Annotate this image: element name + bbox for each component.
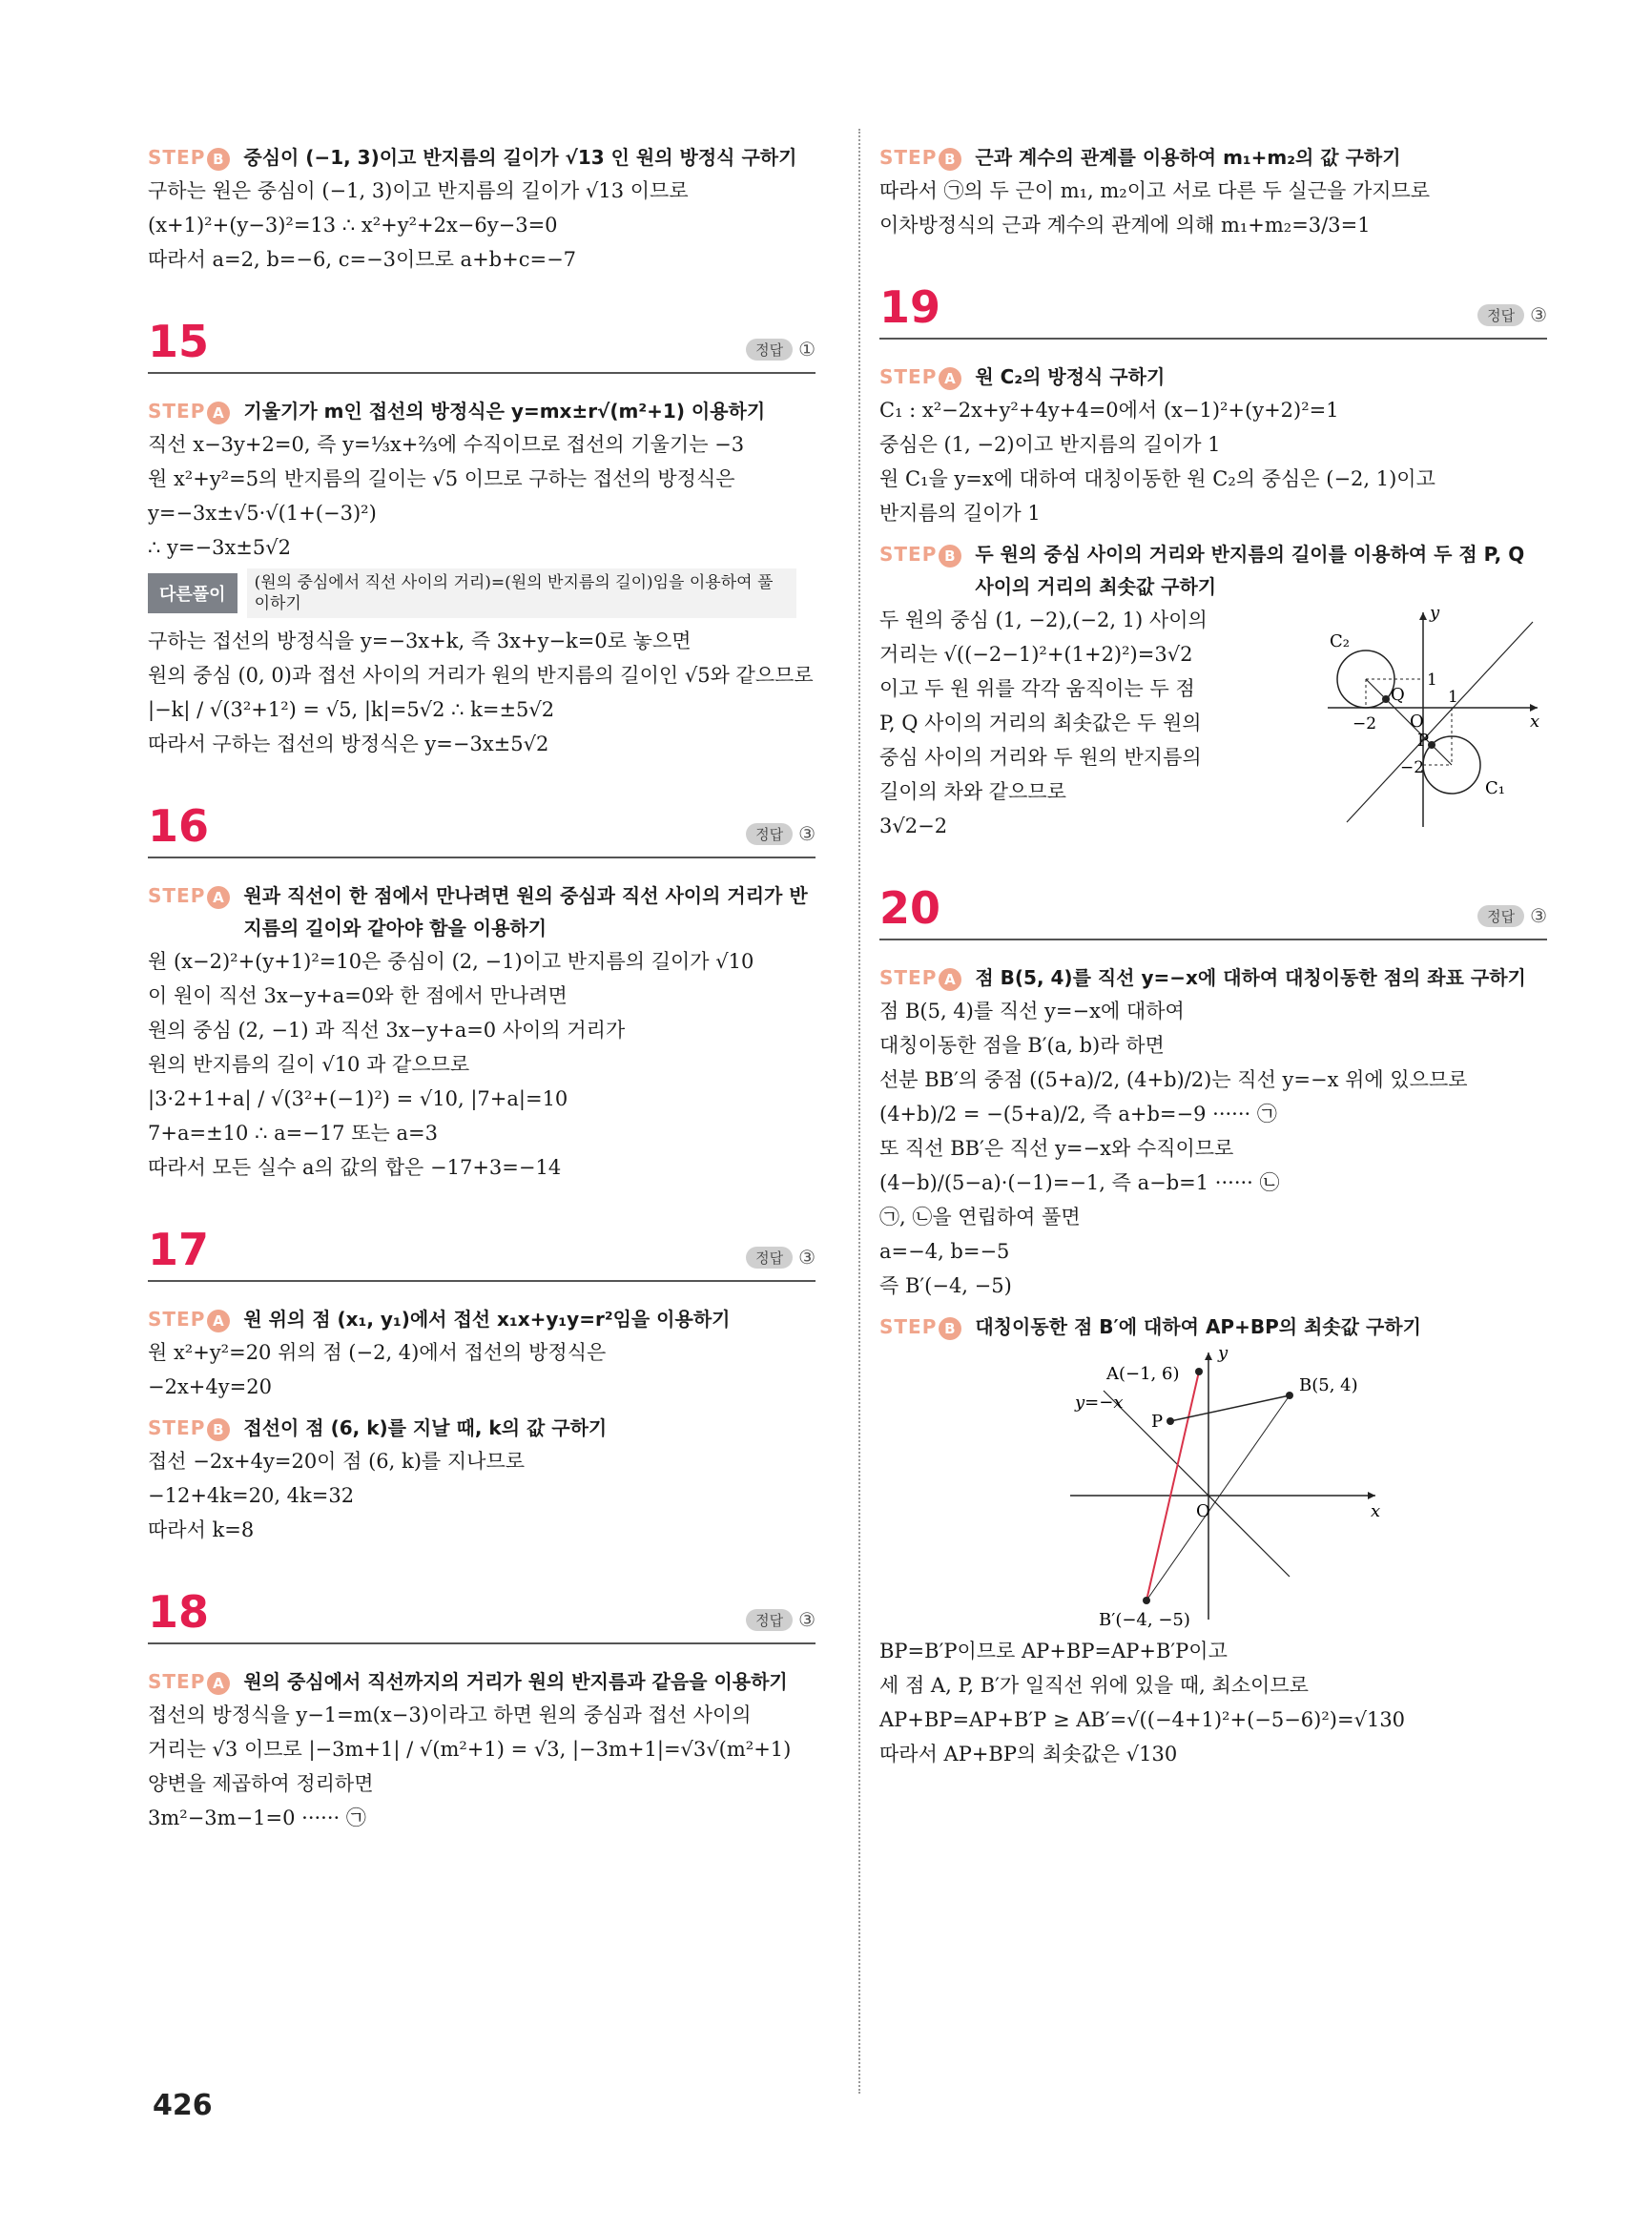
solution-line: 세 점 A, P, B′가 일직선 위에 있을 때, 최소이므로 <box>879 1674 1309 1697</box>
p-label: P <box>1151 1412 1164 1432</box>
step-title: 원 위의 점 (x₁, y₁)에서 접선 x₁x+y₁y=r²임을 이용하기 <box>243 1308 731 1331</box>
point-b <box>1286 1392 1293 1399</box>
solution-line: 구하는 접선의 방정식을 y=−3x+k, 즉 3x+y−k=0로 놓으면 <box>148 630 692 652</box>
c2-label: C₂ <box>1330 631 1350 651</box>
point-a <box>1195 1368 1203 1375</box>
solution-line: 중심은 (1, −2)이고 반지름의 길이가 1 <box>879 433 1221 456</box>
solution-line: 따라서 ㉠의 두 근이 m₁, m₂이고 서로 다른 두 실근을 가지므로 <box>879 179 1431 202</box>
solution-line: 점 B(5, 4)를 직선 y=−x에 대하여 <box>879 1000 1185 1022</box>
problem-header <box>148 1587 816 1644</box>
problem-16 <box>148 801 816 1185</box>
circles-graph <box>1318 603 1547 832</box>
problem-header <box>879 883 1547 940</box>
solution-line: 3m²−3m−1=0 ······ ㉠ <box>148 1807 366 1829</box>
segment-p-b <box>1170 1395 1290 1421</box>
solution-line: 접선 −2x+4y=20이 점 (6, k)를 지나므로 <box>148 1450 526 1473</box>
problem-number: 18 <box>148 1586 210 1638</box>
solution-line: a=−4, b=−5 <box>879 1240 1010 1263</box>
point-p <box>1428 741 1435 749</box>
solution-line: ㉠, ㉡을 연립하여 풀면 <box>879 1206 1081 1229</box>
line-label: y=−x <box>1075 1393 1124 1413</box>
solution-line: 원 (x−2)²+(y+1)²=10은 중심이 (2, −1)이고 반지름의 길이가 √10 <box>148 950 754 973</box>
solution-line: 직선 x−3y+2=0, 즉 y=⅓x+⅔에 수직이므로 접선의 기울기는 −3 <box>148 433 745 456</box>
answer-tag: 정답 ③ <box>746 1246 816 1269</box>
solution-line: 이 원이 직선 3x−y+a=0와 한 점에서 만나려면 <box>148 984 568 1007</box>
solution-line: (4+b)/2 = −(5+a)/2, 즉 a+b=−9 ······ ㉠ <box>879 1103 1277 1125</box>
step-b-header: STEP B 근과 계수의 관계를 이용하여 m₁+m₂의 값 구하기 <box>879 141 1547 174</box>
problem-number: 19 <box>879 281 941 333</box>
x-axis-arrow <box>1368 1492 1375 1499</box>
step-title: 기울기가 m인 접선의 방정식은 y=mx±r√(m²+1) 이용하기 <box>243 400 766 423</box>
solution-line: 반지름의 길이가 1 <box>879 502 1041 525</box>
problem-header <box>879 282 1547 340</box>
solution-line: 거리는 √3 이므로 |−3m+1| / √(m²+1) = √3, |−3m+1|=√3√(m²+1) <box>148 1738 792 1761</box>
y-label: y <box>1430 603 1440 623</box>
step-title: 두 원의 중심 사이의 거리와 반지름의 길이를 이용하여 두 점 P, Q 사이의 거리의 최솟값 구하기 <box>975 543 1525 598</box>
solution-line: AP+BP=AP+B′P ≥ AB′=√((−4+1)²+(−5−6)²)=√130 <box>879 1708 1406 1731</box>
c1-label: C₁ <box>1485 778 1505 798</box>
y-label: y <box>1218 1343 1229 1363</box>
problem-20 <box>879 883 1547 1771</box>
a-label: A(−1, 6) <box>1106 1364 1180 1384</box>
step-title: 원과 직선이 한 점에서 만나려면 원의 중심과 직선 사이의 거리가 반지름의 길이와 같아야 함을 이용하기 <box>243 884 808 939</box>
solution-line: 따라서 k=8 <box>148 1518 255 1541</box>
answer-tag: 정답 ③ <box>1477 303 1547 326</box>
solution-line: 원 C₁을 y=x에 대하여 대칭이동한 원 C₂의 중심은 (−2, 1)이고 <box>879 467 1435 490</box>
step-b-header: STEP B 중심이 (−1, 3)이고 반지름의 길이가 √13 인 원의 방정식 구하기 <box>148 141 816 174</box>
solution-line: y=−3x±√5·√(1+(−3)²) <box>148 502 377 525</box>
step-a-header: STEP A 원과 직선이 한 점에서 만나려면 원의 중심과 직선 사이의 거리가 반지름의 길이와 같아야 함을 이용하기 <box>148 879 816 944</box>
solution-line: BP=B′P이므로 AP+BP=AP+B′P이고 <box>879 1640 1228 1662</box>
column-divider <box>858 129 860 2094</box>
problem-19 <box>879 282 1547 843</box>
solution-line: 따라서 모든 실수 a의 값의 합은 −17+3=−14 <box>148 1156 562 1179</box>
problem-number: 15 <box>148 316 210 367</box>
problem-header <box>148 801 816 858</box>
point-p <box>1167 1417 1174 1425</box>
solution-line: 원의 중심 (0, 0)과 접선 사이의 거리가 원의 반지름의 길이인 √5와 같으므로 <box>148 664 814 687</box>
point-q <box>1382 695 1390 703</box>
solution-line: 원 x²+y²=20 위의 점 (−2, 4)에서 접선의 방정식은 <box>148 1341 607 1364</box>
x-axis-arrow <box>1530 704 1538 712</box>
segment-b-bprime <box>1146 1395 1290 1600</box>
solution-line: (x+1)²+(y−3)²=13 ∴ x²+y²+2x−6y−3=0 <box>148 214 558 237</box>
solution-line: 거리는 √((−2−1)²+(1+2)²)=3√2 <box>879 643 1193 666</box>
step-a-header: STEP A 기울기가 m인 접선의 방정식은 y=mx±r√(m²+1) 이용하기 <box>148 395 816 427</box>
solution-line: 3√2−2 <box>879 815 948 837</box>
solution-line: 접선의 방정식을 y−1=m(x−3)이라고 하면 원의 중심과 접선 사이의 <box>148 1703 752 1726</box>
tick-label: 1 <box>1448 688 1458 707</box>
solution-line: 따라서 구하는 접선의 방정식은 y=−3x±5√2 <box>148 733 549 755</box>
solution-line: 따라서 AP+BP의 최솟값은 √130 <box>879 1743 1178 1765</box>
solution-line: 이고 두 원 위를 각각 움직이는 두 점 <box>879 677 1195 700</box>
problem-15 <box>148 317 816 761</box>
alt-solution-text: (원의 중심에서 직선 사이의 거리)=(원의 반지름의 길이)임을 이용하여 풀이하기 <box>247 568 796 618</box>
solution-line: 중심 사이의 거리와 두 원의 반지름의 <box>879 746 1202 769</box>
step-b-header: STEP B 접선이 점 (6, k)를 지날 때, k의 값 구하기 <box>148 1412 816 1444</box>
tick-label: −2 <box>1400 758 1425 777</box>
solution-line: 이차방정식의 근과 계수의 관계에 의해 m₁+m₂=3/3=1 <box>879 214 1371 237</box>
step-title: 원의 중심에서 직선까지의 거리가 원의 반지름과 같음을 이용하기 <box>243 1670 788 1693</box>
answer-tag: 정답 ③ <box>746 1608 816 1631</box>
solution-line: C₁ : x²−2x+y²+4y+4=0에서 (x−1)²+(y+2)²=1 <box>879 399 1339 422</box>
step-title: 접선이 점 (6, k)를 지날 때, k의 값 구하기 <box>243 1416 608 1439</box>
step-a-header: STEP A 원 위의 점 (x₁, y₁)에서 접선 x₁x+y₁y=r²임을 이용하기 <box>148 1303 816 1335</box>
step-title: 중심이 (−1, 3)이고 반지름의 길이가 √13 인 원의 방정식 구하기 <box>243 146 797 169</box>
solution-line: 길이의 차와 같으므로 <box>879 780 1066 803</box>
problem-number: 20 <box>879 882 941 934</box>
solution-line: 7+a=±10 ∴ a=−17 또는 a=3 <box>148 1122 438 1145</box>
line-y-equals-neg-x <box>1104 1391 1290 1577</box>
segment-a-bprime <box>1146 1372 1199 1600</box>
solution-line: 선분 BB′의 중점 ((5+a)/2, (4+b)/2)는 직선 y=−x 위에 있으므로 <box>879 1068 1468 1091</box>
alt-solution-box <box>148 568 816 618</box>
problem-number: 16 <box>148 800 210 852</box>
answer-tag: 정답 ① <box>746 338 816 361</box>
solution-line: −2x+4y=20 <box>148 1375 272 1398</box>
alt-solution-badge: 다른풀이 <box>148 573 237 613</box>
problem-header <box>148 1225 816 1282</box>
tick-label: 1 <box>1427 671 1437 690</box>
solution-line: 대칭이동한 점을 B′(a, b)라 하면 <box>879 1034 1165 1057</box>
right-column <box>879 134 1547 1771</box>
step-b-header: STEP B 두 원의 중심 사이의 거리와 반지름의 길이를 이용하여 두 점 P, Q 사이의 거리의 최솟값 구하기 <box>879 538 1547 603</box>
b-label: B(5, 4) <box>1299 1375 1358 1395</box>
x-label: x <box>1371 1501 1381 1521</box>
solution-line: 또 직선 BB′은 직선 y=−x와 수직이므로 <box>879 1137 1234 1160</box>
step-a-header: STEP A 점 B(5, 4)를 직선 y=−x에 대하여 대칭이동한 점의 좌표 구하기 <box>879 961 1547 994</box>
solution-line: P, Q 사이의 거리의 최솟값은 두 원의 <box>879 712 1202 734</box>
page-number: 426 <box>153 2089 213 2122</box>
y-axis-arrow <box>1205 1352 1212 1360</box>
step-title: 대칭이동한 점 B′에 대하여 AP+BP의 최솟값 구하기 <box>975 1315 1421 1338</box>
solution-line: 따라서 a=2, b=−6, c=−3이므로 a+b+c=−7 <box>148 248 577 271</box>
tick-label: −2 <box>1353 714 1377 733</box>
right-top-section <box>879 141 1547 242</box>
left-column <box>148 134 816 1835</box>
solution-line: 즉 B′(−4, −5) <box>879 1274 1012 1297</box>
solution-line: 양변을 제곱하여 정리하면 <box>148 1772 374 1795</box>
step-a-header: STEP A 원 C₂의 방정식 구하기 <box>879 361 1547 393</box>
text-with-graph <box>879 603 1547 843</box>
solution-line: 원의 반지름의 길이 √10 과 같으므로 <box>148 1053 470 1076</box>
solution-line: 원의 중심 (2, −1) 과 직선 3x−y+a=0 사이의 거리가 <box>148 1019 626 1042</box>
q-label: Q <box>1391 685 1405 705</box>
point-bprime <box>1143 1597 1150 1604</box>
answer-tag: 정답 ③ <box>1477 904 1547 927</box>
problem-header <box>148 317 816 374</box>
solution-line: (4−b)/(5−a)·(−1)=−1, 즉 a−b=1 ······ ㉡ <box>879 1171 1280 1194</box>
solution-line: |−k| / √(3²+1²) = √5, |k|=5√2 ∴ k=±5√2 <box>148 698 555 721</box>
y-axis-arrow <box>1419 612 1427 620</box>
step-title: 근과 계수의 관계를 이용하여 m₁+m₂의 값 구하기 <box>975 146 1401 169</box>
solution-line: |3·2+1+a| / √(3²+(−1)²) = √10, |7+a|=10 <box>148 1087 568 1110</box>
step-title: 원 C₂의 방정식 구하기 <box>975 365 1166 388</box>
problem-17 <box>148 1225 816 1547</box>
step-a-header: STEP A 원의 중심에서 직선까지의 거리가 원의 반지름과 같음을 이용하기 <box>148 1665 816 1698</box>
x-label: x <box>1530 712 1540 732</box>
problem-18 <box>148 1587 816 1835</box>
step-b-header: STEP B 대칭이동한 점 B′에 대하여 AP+BP의 최솟값 구하기 <box>879 1311 1547 1343</box>
step-title: 점 B(5, 4)를 직선 y=−x에 대하여 대칭이동한 점의 좌표 구하기 <box>975 966 1526 989</box>
solution-line: 두 원의 중심 (1, −2),(−2, 1) 사이의 <box>879 609 1208 631</box>
answer-tag: 정답 ③ <box>746 822 816 845</box>
center-segment <box>1366 679 1452 765</box>
solution-line: −12+4k=20, 4k=32 <box>148 1484 355 1507</box>
origin-label: O <box>1410 712 1424 732</box>
reflection-graph <box>879 1343 1547 1629</box>
solution-line: 구하는 원은 중심이 (−1, 3)이고 반지름의 길이가 √13 이므로 <box>148 179 689 202</box>
p-label: P <box>1417 731 1430 751</box>
bprime-label: B′(−4, −5) <box>1099 1610 1190 1629</box>
problem-number: 17 <box>148 1224 210 1275</box>
solution-line: ∴ y=−3x±5√2 <box>148 536 291 559</box>
solution-line: 원 x²+y²=5의 반지름의 길이는 √5 이므로 구하는 접선의 방정식은 <box>148 467 735 490</box>
left-top-section <box>148 141 816 277</box>
origin-label: O <box>1196 1501 1210 1521</box>
